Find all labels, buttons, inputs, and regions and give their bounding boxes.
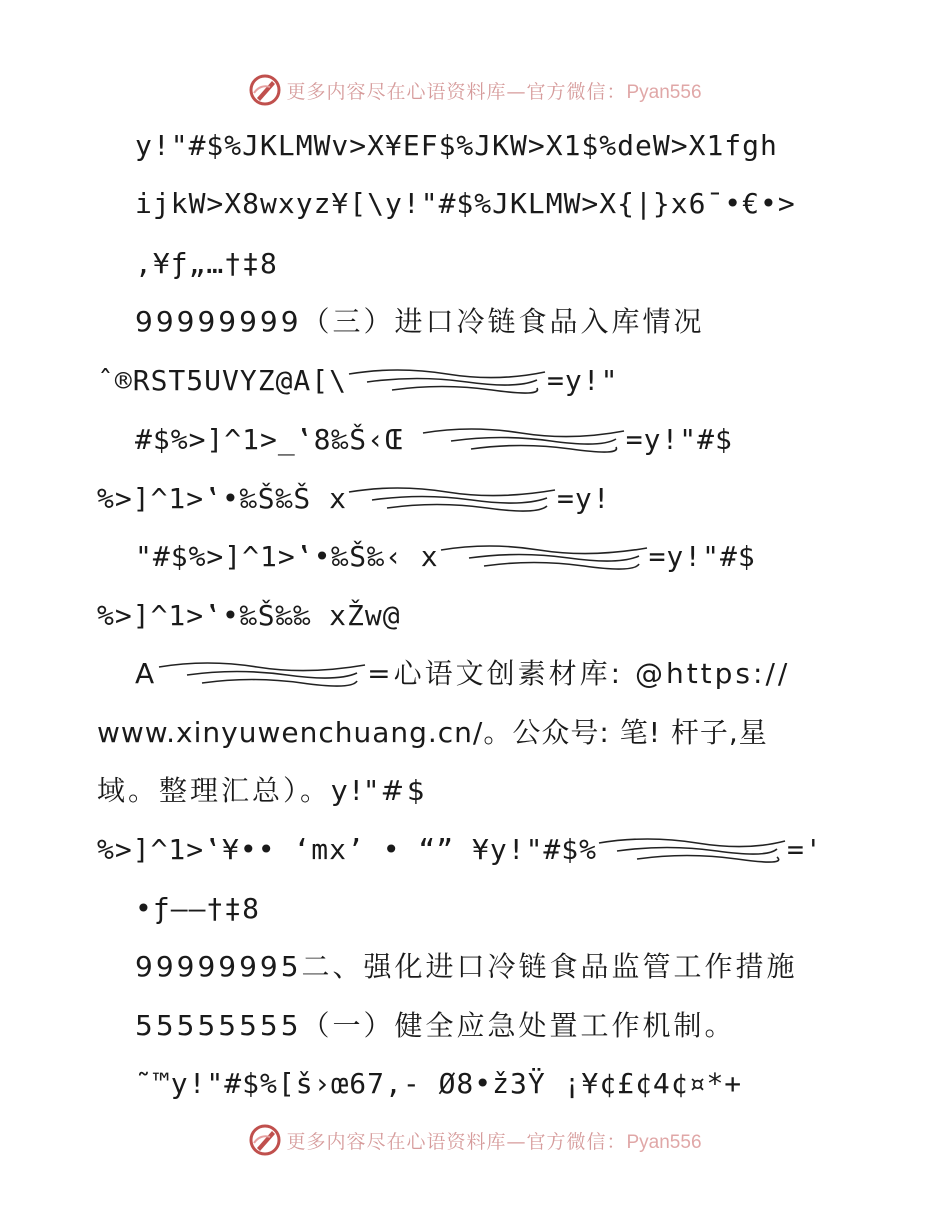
text-line-1: y!"#$%JKLMWv>X¥EF$%JKW>X1$%deW>X1fgh bbox=[135, 129, 778, 162]
watermark-group bbox=[248, 1123, 701, 1157]
text-line-14: •ƒ–—†‡8 bbox=[135, 892, 261, 925]
text-segment: =y!"#$ bbox=[648, 540, 756, 573]
text-line-11: www.xinyuwenchuang.cn/。公众号: 笔! 杆子,星 bbox=[97, 716, 768, 749]
wavy-scribble-mark bbox=[439, 538, 649, 578]
text-line-10 bbox=[135, 654, 790, 694]
text-line-5 bbox=[97, 361, 618, 401]
text-line-8 bbox=[135, 537, 756, 577]
watermark-text: 更多内容尽在心语资料库—官方微信：Pyan556 bbox=[286, 80, 702, 103]
text-line-9: %>]^1>‛•‰Š‰‰ xŽw@ bbox=[97, 599, 401, 632]
watermark-id: Pyan556 bbox=[626, 81, 702, 103]
text-segment: A bbox=[135, 657, 158, 690]
pen-logo-icon bbox=[248, 1123, 282, 1157]
wavy-scribble-mark bbox=[157, 655, 367, 695]
wavy-scribble-mark bbox=[597, 831, 787, 871]
text-segment: %>]^1>‛•‰Š‰Š x bbox=[97, 482, 348, 515]
text-segment: %>]^1>‛¥•• ‘mx’ • “” ¥y!"#$% bbox=[97, 833, 598, 866]
text-segment: #$%>]^1>_‛8‰Š‹Œ bbox=[135, 423, 403, 456]
text-line-3: ,¥ƒ„…†‡8 bbox=[135, 247, 278, 280]
wavy-scribble-mark bbox=[421, 421, 626, 461]
text-line-7 bbox=[97, 479, 611, 519]
text-segment: =心语文创素材库: @https:// bbox=[367, 657, 791, 690]
pen-logo-icon bbox=[248, 73, 282, 107]
text-line-13 bbox=[97, 830, 823, 870]
text-segment: =' bbox=[787, 833, 823, 866]
watermark-id: Pyan556 bbox=[626, 1131, 702, 1153]
text-line-16: 55555555（一）健全应急处置工作机制。 bbox=[135, 1009, 736, 1042]
text-line-2: ijkW>X8wxyz¥[\y!"#$%JKLMW>X{|}x6¯•€•> bbox=[135, 187, 796, 220]
watermark-header bbox=[0, 70, 950, 110]
wavy-scribble-mark bbox=[347, 362, 547, 402]
text-segment: "#$%>]^1>‛•‰Š‰‹ x bbox=[135, 540, 439, 573]
text-line-6 bbox=[135, 420, 733, 460]
text-segment: =y!"#$ bbox=[625, 423, 733, 456]
watermark-footer bbox=[0, 1120, 950, 1160]
text-line-12: 域。整理汇总）。y!"#$ bbox=[97, 774, 428, 807]
text-segment: =y!" bbox=[547, 364, 619, 397]
wavy-scribble-mark bbox=[347, 480, 557, 520]
watermark-group bbox=[248, 73, 701, 107]
text-line-4: 99999999（三）进口冷链食品入库情况 bbox=[135, 305, 705, 338]
text-line-15: 99999995二、强化进口冷链食品监管工作措施 bbox=[135, 950, 798, 983]
text-segment: =y! bbox=[557, 482, 611, 515]
text-segment: ˆ®RST5UVYZ@A[\ bbox=[97, 364, 348, 397]
watermark-text: 更多内容尽在心语资料库—官方微信：Pyan556 bbox=[286, 1130, 702, 1153]
text-line-17: ˜™y!"#$%[š›œ67,- Ø8•ž3Ÿ ¡¥¢£¢4¢¤*+ bbox=[135, 1067, 743, 1100]
